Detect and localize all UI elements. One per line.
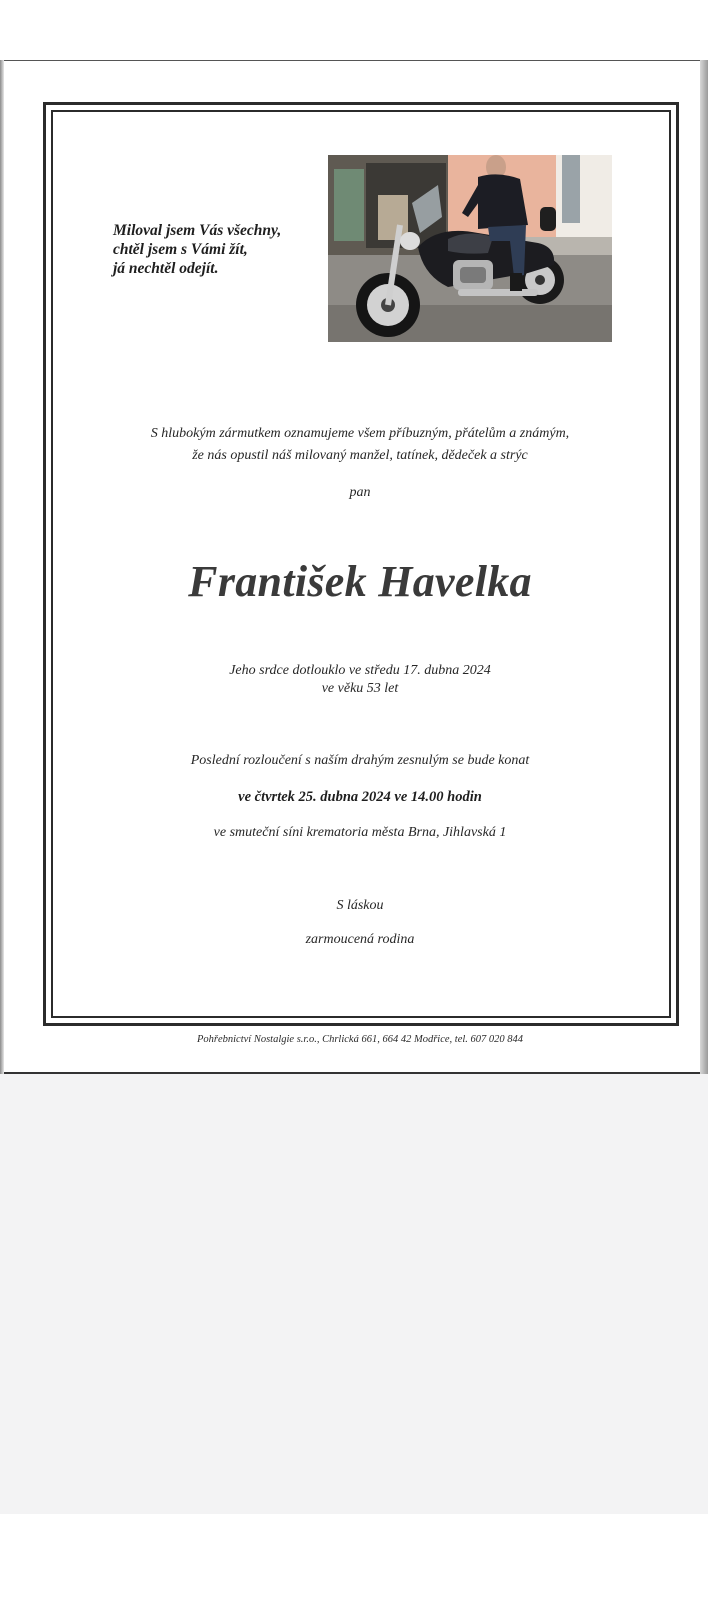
funeral-place: ve smuteční síni krematoria města Brna, Jihlavská 1 bbox=[213, 825, 507, 840]
funeral-date-time: ve čtvrtek 25. dubna 2024 ve 14.00 hodin bbox=[238, 789, 482, 805]
title-word: pan bbox=[349, 485, 371, 500]
motto-verse bbox=[113, 221, 333, 278]
motto-line: já nechtěl odejít. bbox=[113, 260, 219, 277]
empty-viewer-area bbox=[0, 1074, 708, 1514]
funeral-service-footer: Pohřebnictví Nostalgie s.r.o., Chrlická 661, 664 42 Modřice, tel. 607 020 844 bbox=[196, 1034, 524, 1045]
death-date-line: Jeho srdce dotlouklo ve středu 17. dubna 2024 bbox=[229, 663, 491, 678]
age-line: ve věku 53 let bbox=[321, 681, 399, 696]
announcement-line: S hlubokým zármutkem oznamujeme všem příbuzným, přátelům a známým, bbox=[150, 426, 570, 441]
farewell-line: Poslední rozloučení s naším drahým zesnulým se bude konat bbox=[190, 753, 530, 768]
scan-right-edge bbox=[700, 60, 708, 1074]
scan-left-edge bbox=[0, 60, 4, 1074]
death-info bbox=[55, 662, 665, 698]
closing-signature: zarmoucená rodina bbox=[305, 932, 415, 947]
announcement-line: že nás opustil náš milovaný manžel, tatínek, dědeček a strýc bbox=[192, 448, 528, 463]
closing-line: S láskou bbox=[336, 898, 384, 913]
motto-line: chtěl jsem s Vámi žít, bbox=[113, 241, 248, 258]
deceased-name: František Havelka bbox=[188, 557, 532, 606]
motto-line: Miloval jsem Vás všechny, bbox=[113, 222, 282, 239]
announcement bbox=[55, 423, 665, 467]
motorcycle-photo bbox=[328, 155, 612, 342]
